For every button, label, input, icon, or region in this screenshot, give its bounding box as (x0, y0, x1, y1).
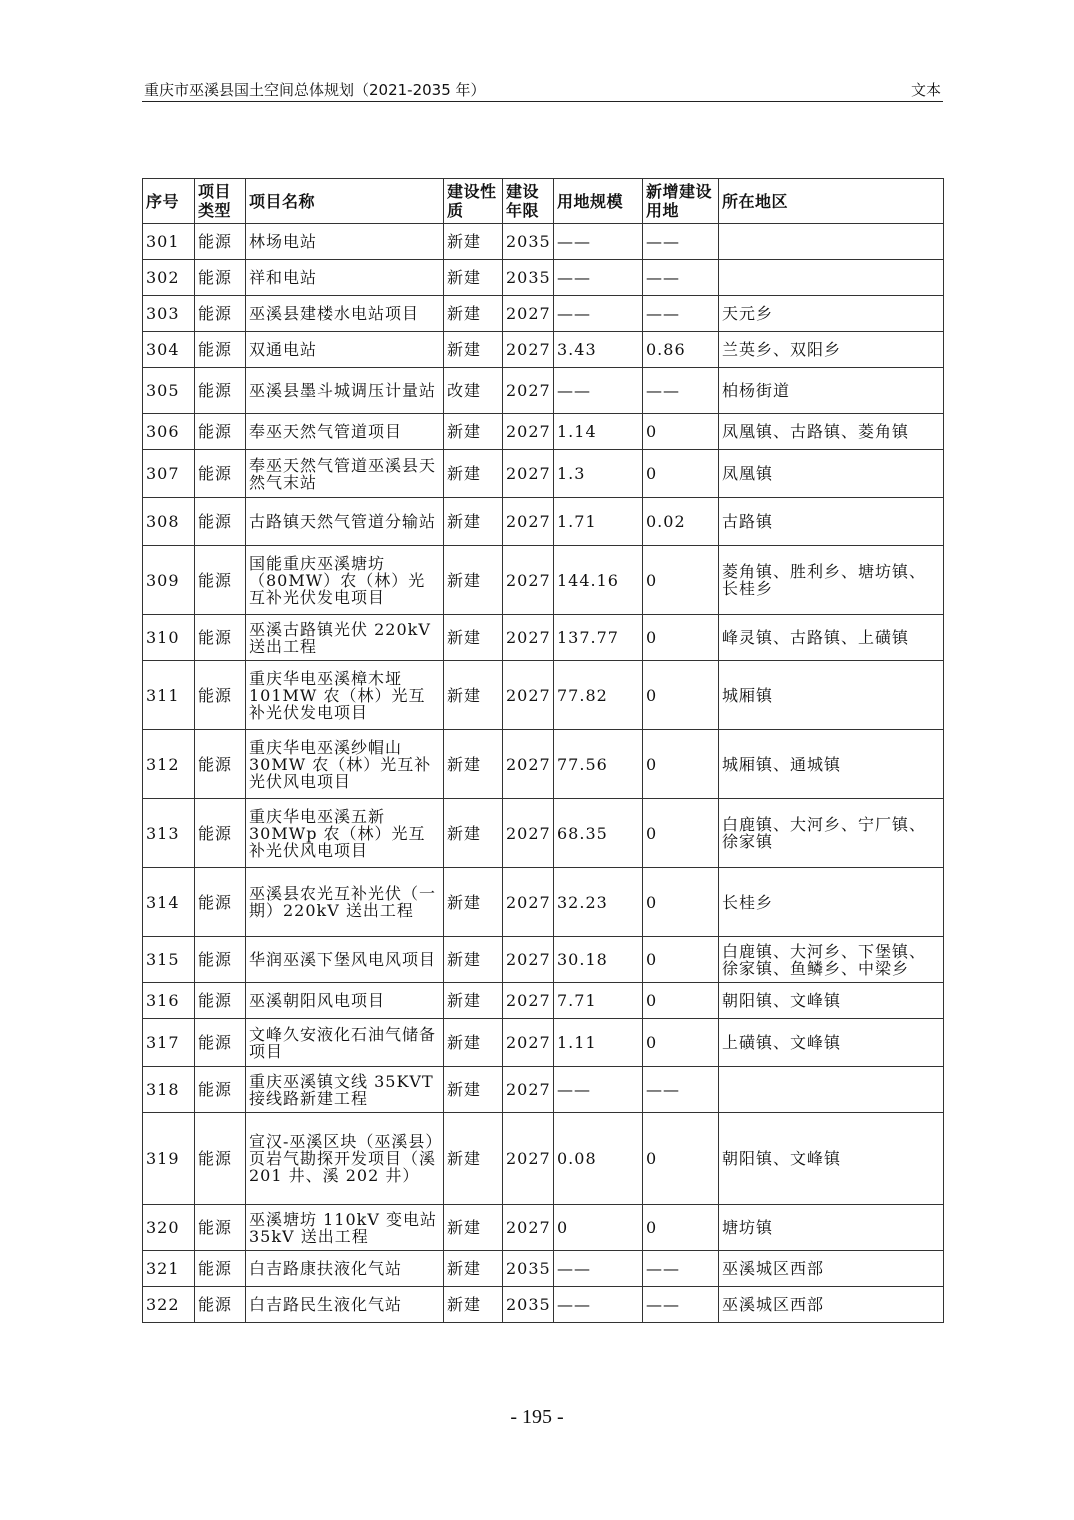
cell-type: 能源 (195, 546, 246, 615)
cell-index: 303 (143, 296, 195, 332)
cell-name: 奉巫天然气管道项目 (246, 414, 444, 450)
cell-new-land: —— (643, 368, 719, 414)
cell-name: 巫溪塘坊 110kV 变电站 35kV 送出工程 (246, 1205, 444, 1251)
cell-year: 2027 (503, 1205, 554, 1251)
cell-name: 文峰久安液化石油气储备项目 (246, 1019, 444, 1067)
cell-index: 315 (143, 937, 195, 983)
table-row (143, 296, 944, 332)
cell-name: 古路镇天然气管道分输站 (246, 498, 444, 546)
cell-name: 重庆华电巫溪樟木垭101MW 农（林）光互补光伏发电项目 (246, 661, 444, 730)
cell-index: 319 (143, 1113, 195, 1205)
page-number: - 195 - (510, 1406, 564, 1428)
cell-new-land: 0.02 (643, 498, 719, 546)
cell-location: 白鹿镇、大河乡、宁厂镇、徐家镇 (719, 799, 944, 868)
cell-year: 2027 (503, 661, 554, 730)
cell-type: 能源 (195, 1113, 246, 1205)
cell-index: 322 (143, 1287, 195, 1323)
column-header-location: 所在地区 (719, 179, 944, 224)
cell-index: 313 (143, 799, 195, 868)
cell-year: 2035 (503, 1251, 554, 1287)
cell-new-land: 0 (643, 546, 719, 615)
cell-land-scale: 1.3 (554, 450, 643, 498)
cell-land-scale: 32.23 (554, 868, 643, 937)
cell-year: 2027 (503, 730, 554, 799)
cell-new-land: 0 (643, 937, 719, 983)
cell-type: 能源 (195, 983, 246, 1019)
table-row (143, 661, 944, 730)
cell-location (719, 224, 944, 260)
cell-index: 320 (143, 1205, 195, 1251)
table-row (143, 1113, 944, 1205)
cell-year: 2027 (503, 498, 554, 546)
cell-year: 2027 (503, 1113, 554, 1205)
cell-name: 白吉路康扶液化气站 (246, 1251, 444, 1287)
cell-land-scale: —— (554, 1251, 643, 1287)
cell-new-land: 0 (643, 1019, 719, 1067)
cell-nature: 改建 (444, 368, 503, 414)
cell-new-land: 0 (643, 799, 719, 868)
cell-name: 重庆华电巫溪纱帽山30MW 农（林）光互补光伏风电项目 (246, 730, 444, 799)
table-row (143, 937, 944, 983)
cell-location: 巫溪城区西部 (719, 1251, 944, 1287)
cell-nature: 新建 (444, 498, 503, 546)
cell-location: 凤凰镇 (719, 450, 944, 498)
table-row (143, 1067, 944, 1113)
cell-nature: 新建 (444, 296, 503, 332)
cell-index: 312 (143, 730, 195, 799)
cell-year: 2027 (503, 1067, 554, 1113)
cell-new-land: —— (643, 1251, 719, 1287)
cell-nature: 新建 (444, 1287, 503, 1323)
table-row (143, 224, 944, 260)
table-row (143, 730, 944, 799)
cell-index: 305 (143, 368, 195, 414)
cell-land-scale: —— (554, 296, 643, 332)
cell-nature: 新建 (444, 868, 503, 937)
cell-year: 2027 (503, 414, 554, 450)
cell-type: 能源 (195, 1067, 246, 1113)
cell-land-scale: 1.71 (554, 498, 643, 546)
cell-type: 能源 (195, 368, 246, 414)
cell-index: 304 (143, 332, 195, 368)
cell-type: 能源 (195, 1205, 246, 1251)
cell-land-scale: 0 (554, 1205, 643, 1251)
cell-location: 朝阳镇、文峰镇 (719, 1113, 944, 1205)
cell-nature: 新建 (444, 937, 503, 983)
cell-new-land: 0.86 (643, 332, 719, 368)
cell-nature: 新建 (444, 615, 503, 661)
table-row (143, 983, 944, 1019)
cell-land-scale: 0.08 (554, 1113, 643, 1205)
column-header-type: 项目类型 (195, 179, 246, 224)
cell-type: 能源 (195, 498, 246, 546)
table-row (143, 1251, 944, 1287)
cell-new-land: 0 (643, 615, 719, 661)
cell-type: 能源 (195, 661, 246, 730)
cell-nature: 新建 (444, 1251, 503, 1287)
cell-location: 天元乡 (719, 296, 944, 332)
cell-location: 长桂乡 (719, 868, 944, 937)
cell-index: 302 (143, 260, 195, 296)
cell-name: 奉巫天然气管道巫溪县天然气末站 (246, 450, 444, 498)
cell-type: 能源 (195, 296, 246, 332)
cell-name: 祥和电站 (246, 260, 444, 296)
cell-name: 巫溪县农光互补光伏（一期）220kV 送出工程 (246, 868, 444, 937)
cell-type: 能源 (195, 332, 246, 368)
cell-location: 兰英乡、双阳乡 (719, 332, 944, 368)
cell-type: 能源 (195, 1251, 246, 1287)
cell-nature: 新建 (444, 1067, 503, 1113)
cell-nature: 新建 (444, 730, 503, 799)
cell-year: 2027 (503, 983, 554, 1019)
cell-new-land: 0 (643, 983, 719, 1019)
cell-type: 能源 (195, 937, 246, 983)
cell-name: 国能重庆巫溪塘坊（80MW）农（林）光互补光伏发电项目 (246, 546, 444, 615)
column-header-year: 建设年限 (503, 179, 554, 224)
cell-year: 2027 (503, 296, 554, 332)
cell-land-scale: —— (554, 1287, 643, 1323)
cell-type: 能源 (195, 450, 246, 498)
cell-new-land: —— (643, 1067, 719, 1113)
cell-type: 能源 (195, 730, 246, 799)
cell-land-scale: 30.18 (554, 937, 643, 983)
cell-land-scale: 3.43 (554, 332, 643, 368)
cell-index: 307 (143, 450, 195, 498)
column-header-name: 项目名称 (246, 179, 444, 224)
cell-nature: 新建 (444, 1205, 503, 1251)
cell-name: 华润巫溪下堡风电风项目 (246, 937, 444, 983)
cell-land-scale: 1.11 (554, 1019, 643, 1067)
cell-name: 宣汉-巫溪区块（巫溪县）页岩气勘探开发项目（溪 201 井、溪 202 井） (246, 1113, 444, 1205)
cell-name: 白吉路民生液化气站 (246, 1287, 444, 1323)
cell-name: 重庆华电巫溪五新30MWp 农（林）光互补光伏风电项目 (246, 799, 444, 868)
table-row (143, 868, 944, 937)
cell-location: 朝阳镇、文峰镇 (719, 983, 944, 1019)
cell-year: 2035 (503, 260, 554, 296)
cell-new-land: 0 (643, 730, 719, 799)
column-header-land-scale: 用地规模 (554, 179, 643, 224)
cell-new-land: 0 (643, 414, 719, 450)
table-row (143, 615, 944, 661)
table-header-row (143, 179, 944, 224)
cell-name: 巫溪古路镇光伏 220kV 送出工程 (246, 615, 444, 661)
cell-name: 重庆巫溪镇文线 35KVT 接线路新建工程 (246, 1067, 444, 1113)
cell-year: 2027 (503, 332, 554, 368)
cell-nature: 新建 (444, 661, 503, 730)
table-row (143, 450, 944, 498)
cell-land-scale: 77.82 (554, 661, 643, 730)
cell-name: 林场电站 (246, 224, 444, 260)
cell-year: 2035 (503, 224, 554, 260)
cell-location: 塘坊镇 (719, 1205, 944, 1251)
column-header-index: 序号 (143, 179, 195, 224)
cell-nature: 新建 (444, 332, 503, 368)
cell-location: 古路镇 (719, 498, 944, 546)
cell-name: 双通电站 (246, 332, 444, 368)
cell-nature: 新建 (444, 546, 503, 615)
cell-type: 能源 (195, 224, 246, 260)
cell-land-scale: 144.16 (554, 546, 643, 615)
cell-type: 能源 (195, 868, 246, 937)
cell-location: 城厢镇、通城镇 (719, 730, 944, 799)
cell-new-land: —— (643, 224, 719, 260)
cell-land-scale: 77.56 (554, 730, 643, 799)
table-row (143, 546, 944, 615)
cell-name: 巫溪县建楼水电站项目 (246, 296, 444, 332)
cell-type: 能源 (195, 1019, 246, 1067)
cell-nature: 新建 (444, 260, 503, 296)
cell-year: 2027 (503, 615, 554, 661)
cell-location: 凤凰镇、古路镇、菱角镇 (719, 414, 944, 450)
cell-new-land: —— (643, 296, 719, 332)
cell-year: 2027 (503, 1019, 554, 1067)
table-row (143, 414, 944, 450)
cell-new-land: 0 (643, 661, 719, 730)
column-header-nature: 建设性质 (444, 179, 503, 224)
cell-land-scale: —— (554, 368, 643, 414)
document-title: 重庆市巫溪县国土空间总体规划（2021-2035 年） (144, 81, 486, 99)
cell-location: 上磺镇、文峰镇 (719, 1019, 944, 1067)
cell-year: 2027 (503, 546, 554, 615)
page-header (142, 77, 943, 102)
table-row (143, 1287, 944, 1323)
cell-location: 峰灵镇、古路镇、上磺镇 (719, 615, 944, 661)
cell-land-scale: 1.14 (554, 414, 643, 450)
document-type: 文本 (910, 81, 941, 99)
cell-year: 2027 (503, 368, 554, 414)
cell-index: 310 (143, 615, 195, 661)
cell-type: 能源 (195, 260, 246, 296)
cell-index: 316 (143, 983, 195, 1019)
cell-nature: 新建 (444, 1019, 503, 1067)
cell-nature: 新建 (444, 224, 503, 260)
cell-type: 能源 (195, 799, 246, 868)
table-row (143, 1205, 944, 1251)
cell-index: 301 (143, 224, 195, 260)
cell-year: 2027 (503, 450, 554, 498)
cell-location: 白鹿镇、大河乡、下堡镇、徐家镇、鱼鳞乡、中梁乡 (719, 937, 944, 983)
cell-nature: 新建 (444, 1113, 503, 1205)
cell-nature: 新建 (444, 414, 503, 450)
cell-land-scale: 68.35 (554, 799, 643, 868)
cell-location: 城厢镇 (719, 661, 944, 730)
cell-index: 314 (143, 868, 195, 937)
cell-index: 311 (143, 661, 195, 730)
project-table (142, 178, 944, 1323)
cell-new-land: —— (643, 1287, 719, 1323)
cell-index: 308 (143, 498, 195, 546)
cell-nature: 新建 (444, 450, 503, 498)
cell-land-scale: —— (554, 1067, 643, 1113)
cell-location (719, 260, 944, 296)
cell-index: 321 (143, 1251, 195, 1287)
cell-name: 巫溪朝阳风电项目 (246, 983, 444, 1019)
cell-index: 318 (143, 1067, 195, 1113)
cell-land-scale: —— (554, 224, 643, 260)
cell-new-land: 0 (643, 1113, 719, 1205)
cell-index: 317 (143, 1019, 195, 1067)
cell-land-scale: 137.77 (554, 615, 643, 661)
cell-type: 能源 (195, 414, 246, 450)
table-row (143, 498, 944, 546)
cell-year: 2027 (503, 937, 554, 983)
table-row (143, 368, 944, 414)
cell-location: 菱角镇、胜利乡、塘坊镇、长桂乡 (719, 546, 944, 615)
cell-new-land: —— (643, 260, 719, 296)
cell-index: 309 (143, 546, 195, 615)
cell-year: 2035 (503, 1287, 554, 1323)
cell-new-land: 0 (643, 450, 719, 498)
cell-type: 能源 (195, 615, 246, 661)
cell-year: 2027 (503, 868, 554, 937)
cell-nature: 新建 (444, 799, 503, 868)
cell-location: 柏杨街道 (719, 368, 944, 414)
column-header-new-land: 新增建设用地 (643, 179, 719, 224)
cell-land-scale: 7.71 (554, 983, 643, 1019)
cell-location (719, 1067, 944, 1113)
cell-new-land: 0 (643, 868, 719, 937)
cell-index: 306 (143, 414, 195, 450)
table-row (143, 799, 944, 868)
cell-type: 能源 (195, 1287, 246, 1323)
table-row (143, 260, 944, 296)
cell-name: 巫溪县墨斗城调压计量站 (246, 368, 444, 414)
table-row (143, 1019, 944, 1067)
cell-nature: 新建 (444, 983, 503, 1019)
cell-location: 巫溪城区西部 (719, 1287, 944, 1323)
table-row (143, 332, 944, 368)
cell-land-scale: —— (554, 260, 643, 296)
cell-year: 2027 (503, 799, 554, 868)
cell-new-land: 0 (643, 1205, 719, 1251)
